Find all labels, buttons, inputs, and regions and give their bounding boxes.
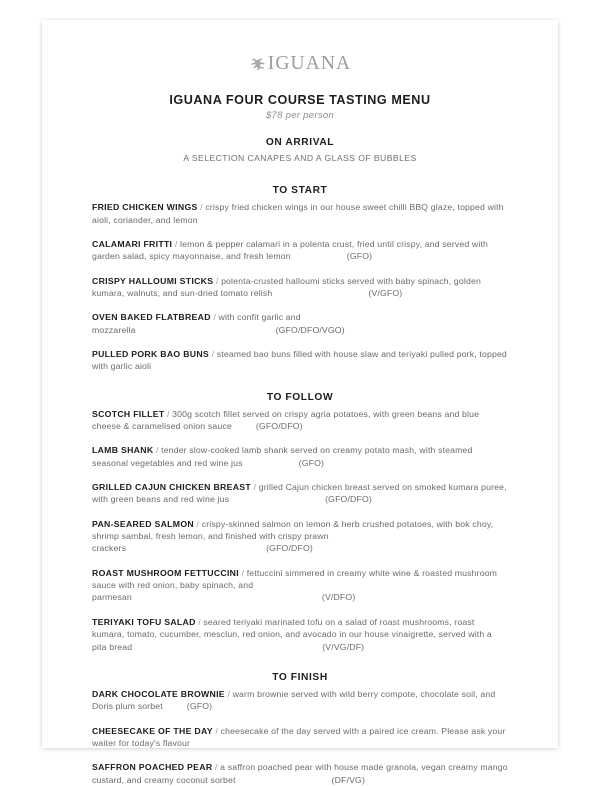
menu-item-dietary-tag: (GFO/DFO) [255,421,303,432]
menu-item [92,238,508,263]
menu-item-separator: / [214,762,218,773]
menu-item-name: OVEN BAKED FLATBREAD [92,312,211,323]
menu-item-separator: / [215,725,219,736]
menu-item-description: steamed bao buns filled with house slaw and teriyaki pulled pork, topped with garlic aioli [92,349,507,372]
menu-item-description: warm brownie served with wild berry compote, chocolate soil, and Doris plum sorbet [92,688,496,712]
menu-section-to-follow [92,392,508,653]
menu-item [92,481,508,506]
section-heading-on-arrival: ON ARRIVAL [265,137,335,149]
section-spacer [92,163,508,185]
menu-content [92,54,508,786]
menu-item-separator: / [155,445,159,456]
section-spacer [92,373,508,392]
section-heading-to-finish: TO FINISH [272,671,328,683]
menu-item-description: crispy fried chicken wings in our house sweet chilli BBQ glaze, topped with aioli, coriander, and lemon [92,202,504,225]
menu-item-name: TERIYAKI TOFU SALAD [92,616,196,627]
menu-section-to-start [92,185,508,372]
menu-item-description: cheesecake of the day served with a paired ice cream. Please ask your waiter for today's flavour [92,725,506,748]
menu-item [92,761,508,786]
menu-item-name: SCOTCH FILLET [92,408,165,419]
menu-sections [92,137,508,786]
menu-item-separator: / [200,202,203,213]
menu-item-dietary-tag: (GFO/DFO) [325,494,372,505]
menu-item-description: lemon & pepper calamari in a polenta crust, fried until crispy, and served with garden salad, spicy mayonnaise, and fresh lemon [92,238,488,262]
menu-item-separator: / [196,518,200,529]
menu-item-separator: / [167,408,170,419]
menu-item-name: CHEESECAKE OF THE DAY [92,725,213,736]
section-spacer [92,653,508,672]
menu-item [92,518,508,555]
section-heading-to-start: TO START [272,185,328,197]
menu-item [92,688,508,713]
menu-item [92,348,508,373]
menu-item-description: grilled Cajun chicken breast served on smoked kumara puree, with green beans and red wine jus [92,482,507,505]
menu-item-dietary-tag: (GFO) [298,457,325,468]
menu-item-name: FRIED CHICKEN WINGS [92,202,198,213]
menu-item-description: a saffron poached pear with house made granola, vegan creamy mango custard, and creamy coconut sorbet [92,762,508,785]
section-subtitle-on-arrival: A SELECTION CANAPES AND A GLASS OF BUBBLES [183,153,417,164]
menu-item-name: PULLED PORK BAO BUNS [92,349,210,359]
menu-item-separator: / [174,238,178,249]
menu-item [92,567,508,604]
menu-item-description: tender slow-cooked lamb shank served on creamy potato mash, with steamed seasonal vegetables and red wine jus [92,445,473,468]
menu-item [92,201,508,226]
menu-item-name: LAMB SHANK [92,445,154,456]
section-heading-to-follow: TO FOLLOW [266,391,334,403]
menu-item-dietary-tag: (V/VG/DF) [322,641,365,652]
menu-item-separator: / [227,688,231,699]
menu-item-name: DARK CHOCOLATE BROWNIE [92,688,225,699]
brand-wordmark: IGUANA [267,53,352,74]
menu-item [92,275,508,300]
menu-item-separator: / [241,567,245,578]
menu-item-name: GRILLED CAJUN CHICKEN BREAST [92,482,251,493]
menu-item-dietary-tag: (GFO) [346,251,373,262]
menu-price: $78 per person [265,110,335,122]
menu-item-name: ROAST MUSHROOM FETTUCCINI [92,567,239,578]
menu-item-description: crispy-skinned salmon on lemon & herb crushed potatoes, with bok choy, shrimp sambal, fresh lemon, and finished with crispy prawn crackers [92,518,494,554]
menu-item-name: SAFFRON POACHED PEAR [92,762,213,773]
menu-item-name: CALAMARI FRITTI [92,238,173,249]
menu-item-dietary-tag: (V/GFO) [368,287,403,298]
menu-page-card [42,20,558,785]
menu-item-name: PAN-SEARED SALMON [92,518,194,529]
menu-section-on-arrival [92,137,508,163]
menu-item-description: with confit garlic and mozzarella [92,312,301,335]
menu-item [92,311,508,336]
menu-item-separator: / [215,275,219,286]
iguana-lizard-icon [249,55,266,72]
menu-item [92,725,508,750]
menu-item-dietary-tag: (DF/VG) [331,774,365,785]
menu-item-separator: / [198,616,201,627]
menu-item-separator: / [213,312,216,323]
menu-item-description: fettuccini simmered in creamy white wine & roasted mushroom sauce with red onion, baby spinach, and parmesan [92,567,498,603]
menu-item-name: CRISPY HALLOUMI STICKS [92,275,214,286]
menu-item-dietary-tag: (V/DFO) [321,592,356,603]
menu-item-description: polenta-crusted halloumi sticks served with baby spinach, golden kumara, walnuts, and sun-dried tomato relish [92,275,481,298]
menu-item [92,444,508,469]
menu-title: IGUANA FOUR COURSE TASTING MENU [169,93,431,108]
logo-row [249,54,352,74]
menu-item-description: 300g scotch fillet served on crispy agria potatoes, with green beans and blue cheese & caramelised onion sauce [92,408,480,432]
menu-item-description: seared teriyaki marinated tofu on a salad of roast mushrooms, roast kumara, tomato, cucumber, mesclun, red onion, and avocado in our house vinaigrette, served with a pita bread [92,616,492,652]
brand-logo [92,54,508,77]
menu-item-dietary-tag: (GFO/DFO) [266,543,313,554]
menu-item-dietary-tag: (GFO) [186,701,213,712]
menu-item [92,408,508,433]
menu-item [92,616,508,653]
menu-item-dietary-tag: (GFO/DFO/VGO) [275,324,345,335]
menu-item-separator: / [253,482,257,493]
menu-item-separator: / [211,349,215,359]
